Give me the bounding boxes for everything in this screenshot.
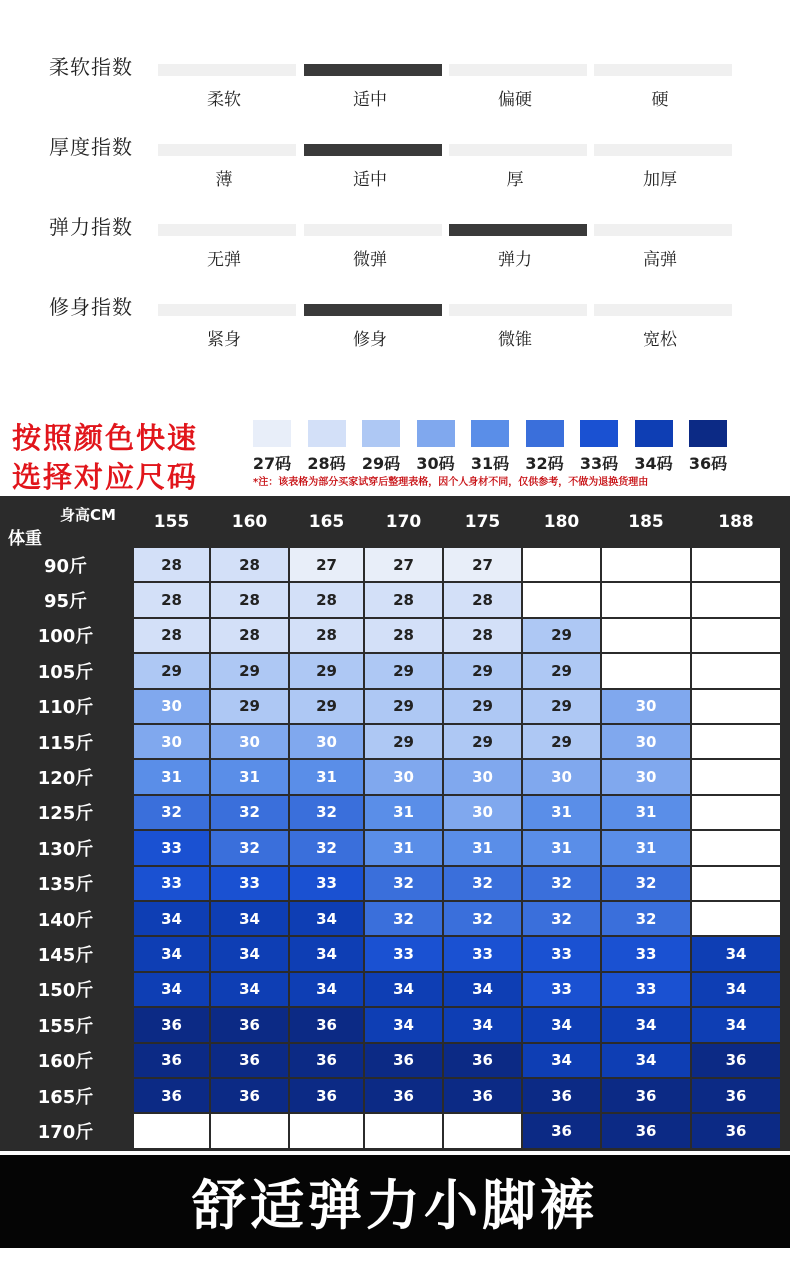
size-cell-empty <box>523 583 600 616</box>
size-cell: 34 <box>365 973 442 1006</box>
index-row <box>0 51 790 111</box>
size-cell: 29 <box>523 654 600 687</box>
size-cell: 33 <box>444 937 521 970</box>
size-cell: 36 <box>134 1044 209 1077</box>
index-bar-active <box>304 144 442 156</box>
size-swatch <box>417 420 455 447</box>
size-cell-empty <box>692 654 780 687</box>
size-cell: 34 <box>602 1044 690 1077</box>
size-cell-empty <box>692 867 780 900</box>
size-cell: 31 <box>523 796 600 829</box>
index-label: 柔软指数 <box>49 55 133 79</box>
index-option: 修身 <box>353 330 387 350</box>
size-cell: 36 <box>692 1114 780 1147</box>
size-cell: 29 <box>365 654 442 687</box>
index-bar-active <box>304 304 442 316</box>
index-row <box>0 291 790 351</box>
size-cell: 28 <box>211 583 288 616</box>
size-cell: 33 <box>134 867 209 900</box>
size-cell-empty <box>692 690 780 723</box>
weight-header: 105斤 <box>37 661 94 683</box>
size-cell: 29 <box>444 725 521 758</box>
size-cell: 29 <box>290 654 363 687</box>
size-guide-title-line1: 按照颜色快速 <box>12 421 199 455</box>
size-cell: 32 <box>290 796 363 829</box>
size-cell: 32 <box>444 902 521 935</box>
index-label: 厚度指数 <box>49 135 133 159</box>
size-cell: 36 <box>444 1044 521 1077</box>
size-swatch <box>526 420 564 447</box>
weight-header: 135斤 <box>37 874 94 896</box>
size-swatch-label: 27码 <box>252 454 292 473</box>
size-cell: 29 <box>523 690 600 723</box>
weight-header: 90斤 <box>43 555 88 577</box>
size-cell: 34 <box>211 902 288 935</box>
size-cell: 32 <box>523 867 600 900</box>
size-swatch <box>253 420 291 447</box>
size-cell: 36 <box>290 1079 363 1112</box>
weight-header: 95斤 <box>43 591 88 613</box>
index-bar <box>449 144 587 156</box>
index-option: 适中 <box>353 170 387 190</box>
size-cell: 30 <box>444 796 521 829</box>
size-cell: 32 <box>134 796 209 829</box>
height-axis-label: 身高CM <box>60 506 116 524</box>
size-swatch <box>308 420 346 447</box>
size-cell: 28 <box>211 619 288 652</box>
size-cell: 36 <box>523 1079 600 1112</box>
size-cell: 30 <box>602 760 690 793</box>
size-swatch <box>689 420 727 447</box>
index-option: 微锥 <box>498 330 532 350</box>
size-cell: 27 <box>290 548 363 581</box>
size-swatch <box>635 420 673 447</box>
size-cell: 36 <box>523 1114 600 1147</box>
height-header: 180 <box>543 511 580 532</box>
weight-header: 120斤 <box>37 768 94 790</box>
product-name: 舒适弹力小脚裤 <box>192 1174 598 1237</box>
size-cell: 28 <box>134 583 209 616</box>
weight-header: 155斤 <box>37 1015 94 1037</box>
size-cell: 30 <box>444 760 521 793</box>
size-cell: 30 <box>134 690 209 723</box>
index-bar-active <box>304 64 442 76</box>
size-cell: 33 <box>602 973 690 1006</box>
size-cell: 32 <box>290 831 363 864</box>
size-cell: 27 <box>365 548 442 581</box>
height-header: 175 <box>464 511 501 532</box>
height-header: 185 <box>628 511 664 532</box>
size-cell: 28 <box>365 619 442 652</box>
size-cell: 34 <box>134 902 209 935</box>
size-swatch-label: 33码 <box>579 454 619 473</box>
size-cell: 34 <box>290 902 363 935</box>
size-cell: 29 <box>523 725 600 758</box>
size-cell: 31 <box>365 796 442 829</box>
size-cell: 29 <box>290 690 363 723</box>
size-cell-empty <box>602 583 690 616</box>
size-cell-empty <box>134 1114 209 1147</box>
size-cell: 32 <box>444 867 521 900</box>
size-cell-empty <box>444 1114 521 1147</box>
index-bar <box>158 144 296 156</box>
size-cell: 28 <box>134 619 209 652</box>
size-cell: 28 <box>211 548 288 581</box>
weight-header: 100斤 <box>37 626 94 648</box>
size-cell: 36 <box>602 1079 690 1112</box>
size-cell: 31 <box>523 831 600 864</box>
size-cell: 33 <box>211 867 288 900</box>
weight-header: 145斤 <box>37 945 94 967</box>
size-cell: 30 <box>134 725 209 758</box>
size-cell: 34 <box>290 937 363 970</box>
size-guide-title-line2: 选择对应尺码 <box>12 460 199 494</box>
size-cell: 30 <box>523 760 600 793</box>
size-cell: 29 <box>444 690 521 723</box>
size-swatch-label: 31码 <box>470 454 510 473</box>
index-row <box>0 131 790 191</box>
size-cell: 36 <box>134 1008 209 1041</box>
index-option: 宽松 <box>643 330 677 350</box>
size-cell: 29 <box>365 725 442 758</box>
index-bar <box>449 304 587 316</box>
index-bar <box>594 304 732 316</box>
size-cell-empty <box>692 548 780 581</box>
size-cell: 31 <box>365 831 442 864</box>
size-cell: 36 <box>211 1079 288 1112</box>
size-swatch <box>362 420 400 447</box>
size-cell: 32 <box>211 796 288 829</box>
size-cell: 31 <box>290 760 363 793</box>
weight-header: 170斤 <box>37 1122 94 1144</box>
size-cell-empty <box>692 583 780 616</box>
size-cell-empty <box>523 548 600 581</box>
size-cell: 36 <box>290 1044 363 1077</box>
index-bar <box>594 64 732 76</box>
size-cell-empty <box>692 902 780 935</box>
index-bar-active <box>449 224 587 236</box>
size-cell: 34 <box>444 973 521 1006</box>
size-cell: 28 <box>134 548 209 581</box>
size-cell: 28 <box>444 619 521 652</box>
index-option: 柔软 <box>207 90 241 110</box>
weight-header: 150斤 <box>37 980 94 1002</box>
size-cell: 31 <box>602 796 690 829</box>
index-bar <box>158 224 296 236</box>
size-cell: 33 <box>290 867 363 900</box>
size-cell: 32 <box>602 867 690 900</box>
size-cell: 29 <box>523 619 600 652</box>
size-swatch-label: 34码 <box>634 454 673 473</box>
weight-header: 130斤 <box>37 838 94 860</box>
size-cell-empty <box>692 831 780 864</box>
size-cell: 28 <box>444 583 521 616</box>
size-cell: 36 <box>602 1114 690 1147</box>
size-cell: 34 <box>365 1008 442 1041</box>
weight-header: 115斤 <box>37 732 94 754</box>
height-header: 188 <box>718 511 754 532</box>
size-cell: 33 <box>602 937 690 970</box>
size-cell: 36 <box>211 1008 288 1041</box>
size-cell: 29 <box>134 654 209 687</box>
size-cell-empty <box>290 1114 363 1147</box>
size-cell-empty <box>211 1114 288 1147</box>
size-cell: 36 <box>290 1008 363 1041</box>
size-cell: 34 <box>134 973 209 1006</box>
size-cell-empty <box>692 725 780 758</box>
size-cell: 34 <box>211 973 288 1006</box>
index-bar <box>304 224 442 236</box>
size-cell-empty <box>602 654 690 687</box>
size-swatch-label: 32码 <box>525 454 564 473</box>
size-cell: 36 <box>365 1044 442 1077</box>
size-cell: 34 <box>523 1044 600 1077</box>
size-cell: 30 <box>211 725 288 758</box>
size-cell: 36 <box>134 1079 209 1112</box>
size-table <box>0 496 790 1151</box>
size-cell-empty <box>602 619 690 652</box>
index-bar <box>594 144 732 156</box>
weight-header: 160斤 <box>37 1051 94 1073</box>
size-cell: 32 <box>523 902 600 935</box>
size-cell: 36 <box>211 1044 288 1077</box>
weight-header: 125斤 <box>37 803 94 825</box>
size-cell: 28 <box>290 619 363 652</box>
size-cell: 33 <box>523 973 600 1006</box>
size-cell: 30 <box>365 760 442 793</box>
index-option: 微弹 <box>353 250 387 270</box>
size-cell: 29 <box>365 690 442 723</box>
index-option: 偏硬 <box>498 90 532 110</box>
size-cell: 34 <box>692 1008 780 1041</box>
weight-header: 165斤 <box>37 1086 94 1108</box>
size-cell: 29 <box>211 690 288 723</box>
size-cell: 36 <box>692 1079 780 1112</box>
size-cell: 34 <box>523 1008 600 1041</box>
index-option: 高弹 <box>643 250 677 270</box>
size-cell-empty <box>602 548 690 581</box>
index-bar <box>594 224 732 236</box>
size-cell: 28 <box>290 583 363 616</box>
height-header: 160 <box>231 511 268 532</box>
size-cell: 33 <box>365 937 442 970</box>
height-header: 170 <box>385 511 422 532</box>
size-cell: 31 <box>602 831 690 864</box>
index-option: 加厚 <box>643 170 677 190</box>
index-bar <box>158 304 296 316</box>
size-cell: 32 <box>365 867 442 900</box>
size-cell: 36 <box>692 1044 780 1077</box>
size-cell: 30 <box>602 690 690 723</box>
size-cell: 31 <box>211 760 288 793</box>
index-option: 厚 <box>506 170 524 190</box>
weight-axis-label: 体重 <box>8 529 42 549</box>
size-cell: 30 <box>602 725 690 758</box>
size-cell: 30 <box>290 725 363 758</box>
weight-header: 110斤 <box>37 697 94 719</box>
size-cell: 32 <box>211 831 288 864</box>
size-cell: 28 <box>365 583 442 616</box>
index-bar <box>449 64 587 76</box>
size-cell: 36 <box>365 1079 442 1112</box>
size-swatch-label: 29码 <box>361 454 401 473</box>
size-cell-empty <box>692 760 780 793</box>
index-label: 修身指数 <box>49 295 133 319</box>
index-label: 弹力指数 <box>49 215 133 239</box>
size-cell: 34 <box>692 973 780 1006</box>
size-cell: 31 <box>444 831 521 864</box>
index-option: 薄 <box>215 170 233 190</box>
size-cell-empty <box>365 1114 442 1147</box>
size-cell: 34 <box>211 937 288 970</box>
size-cell: 34 <box>444 1008 521 1041</box>
index-option: 适中 <box>353 90 387 110</box>
size-cell: 33 <box>134 831 209 864</box>
size-cell: 34 <box>602 1008 690 1041</box>
size-cell-empty <box>692 796 780 829</box>
size-swatch-label: 28码 <box>307 454 346 473</box>
size-swatch-label: 30码 <box>416 454 455 473</box>
size-cell: 32 <box>365 902 442 935</box>
size-cell: 36 <box>444 1079 521 1112</box>
weight-header: 140斤 <box>37 909 94 931</box>
height-header: 155 <box>153 511 190 532</box>
index-option: 紧身 <box>207 330 241 350</box>
index-row <box>0 211 790 271</box>
size-cell: 34 <box>692 937 780 970</box>
size-cell: 29 <box>211 654 288 687</box>
size-swatch <box>580 420 618 447</box>
height-header: 165 <box>308 511 345 532</box>
size-cell: 29 <box>444 654 521 687</box>
size-cell-empty <box>692 619 780 652</box>
size-cell: 27 <box>444 548 521 581</box>
size-cell: 34 <box>134 937 209 970</box>
size-swatch <box>471 420 509 447</box>
index-option: 无弹 <box>207 250 241 270</box>
size-cell: 32 <box>602 902 690 935</box>
product-banner <box>0 1155 790 1248</box>
size-cell: 34 <box>290 973 363 1006</box>
size-cell: 33 <box>523 937 600 970</box>
index-bar <box>158 64 296 76</box>
size-swatch-label: 36码 <box>688 454 728 473</box>
size-cell: 31 <box>134 760 209 793</box>
index-option: 硬 <box>651 90 669 110</box>
size-note: *注：该表格为部分买家试穿后整理表格，因个人身材不同，仅供参考，不做为退换货理由 <box>253 477 649 488</box>
index-option: 弹力 <box>498 250 532 270</box>
